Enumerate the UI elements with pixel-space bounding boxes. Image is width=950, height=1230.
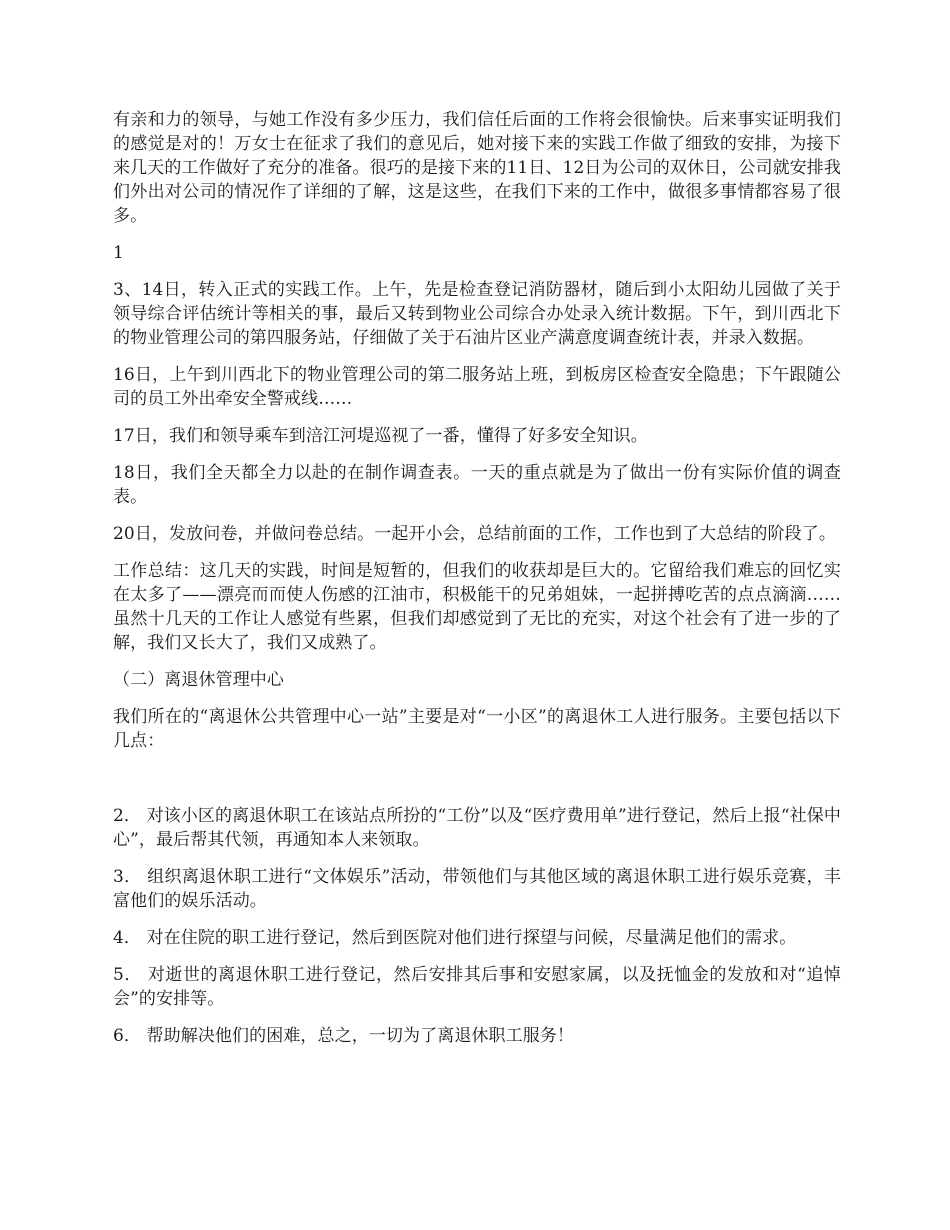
section-heading: （二）离退休管理中心 [113,670,284,690]
document-page [113,108,841,1061]
list-item-6: 6． 帮助解决他们的困难，总之，一切为了离退休职工服务！ [113,1026,575,1046]
blank-gap [113,766,841,804]
paragraph-center-intro: 我们所在的“离退休公共管理中心一站”主要是对“一小区”的离退休工人进行服务。主要包括以下几点： [113,707,841,751]
paragraph-day-17: 17日，我们和领导乘车到涪江河堤巡视了一番，懂得了好多安全知识。 [113,426,648,446]
list-item-2: 2． 对该小区的离退休职工在该站点所扮的“工份”以及“医疗费用单”进行登记，然后上报“社保中心”，最后帮其代领，再通知本人来领取。 [113,806,841,850]
paragraph-page-marker: 1 [113,243,124,263]
paragraph-day-14: 3、14日，转入正式的实践工作。上午，先是检查登记消防器材，随后到小太阳幼儿园做了关于领导综合评估统计等相关的事，最后又转到物业公司综合办处录入统计数据。下午，到川西北下的物业管理公司的第四服务站，仔细做了关于石油片区业产满意度调查统计表，并录入数据。 [113,280,841,348]
paragraph-intro: 有亲和力的领导，与她工作没有多少压力，我们信任后面的工作将会很愉快。后来事实证明我们的感觉是对的！万女士在征求了我们的意见后，她对接下来的实践工作做了细致的安排，为接下来几天的工作做好了充分的准备。很巧的是接下来的11日、12日为公司的双休日，公司就安排我们外出对公司的情况作了详细的了解，这是这些，在我们下来的工作中，做很多事情都容易了很多。 [113,110,841,226]
paragraph-day-16: 16日，上午到川西北下的物业管理公司的第二服务站上班，到板房区检查安全隐患；下午跟随公司的员工外出牵安全警戒线…… [113,365,841,409]
list-item-4: 4． 对在住院的职工进行登记，然后到医院对他们进行探望与问候，尽量满足他们的需求。 [113,928,797,948]
paragraph-day-18: 18日，我们全天都全力以赴的在制作调查表。一天的重点就是为了做出一份有实际价值的调查表。 [113,463,841,507]
list-item-3: 3． 组织离退休职工进行“文体娱乐”活动，带领他们与其他区域的离退休职工进行娱乐竞赛，丰富他们的娱乐活动。 [113,867,841,911]
paragraph-work-summary: 工作总结：这几天的实践，时间是短暂的，但我们的收获却是巨大的。它留给我们难忘的回忆实在太多了——漂亮而而使人伤感的江油市，积极能干的兄弟姐妹，一起拼搏吃苦的点点滴滴……虽然十几天的工作让人感觉有些累，但我们却感觉到了无比的充实，对这个社会有了进一步的了解，我们又长大了，我们又成熟了。 [113,561,841,653]
paragraph-day-20: 20日，发放问卷，并做问卷总结。一起开小会，总结前面的工作，工作也到了大总结的阶段了。 [113,524,836,544]
list-item-5: 5． 对逝世的离退休职工进行登记，然后安排其后事和安慰家属，以及抚恤金的发放和对“追悼会”的安排等。 [113,965,841,1009]
